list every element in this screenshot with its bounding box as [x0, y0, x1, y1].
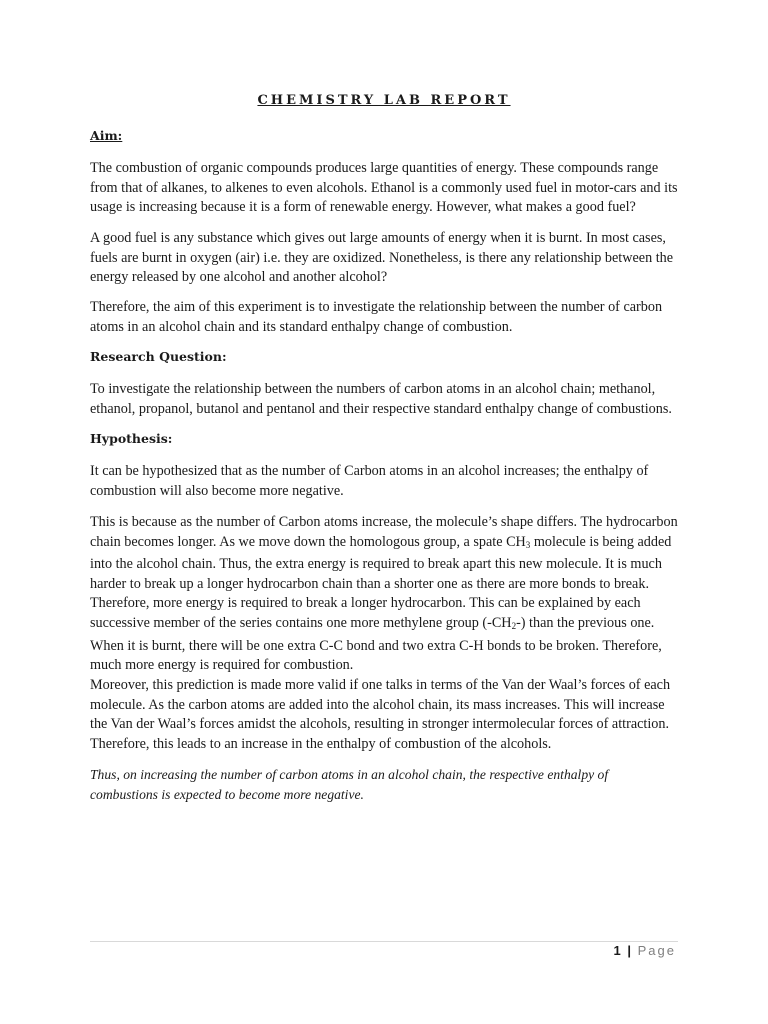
aim-paragraph-1: The combustion of organic compounds produces large quantities of energy. These compounds range from that of alkanes, to alkenes to even alcohols. Ethanol is a commonly used fuel in motor-cars and its usage is increasing because it is a form of renewable energy. However, what makes a good fuel?	[90, 160, 678, 216]
hypothesis-p2-part-3: -) than the previous one. When it is burnt, there will be one extra C-C bond and two extra C-H bonds to be broken. Therefore, much more energy is required for combustion.	[90, 614, 662, 674]
hypothesis-paragraph-3: Moreover, this prediction is made more valid if one talks in terms of the Van der Waal’s forces of each molecule. As the carbon atoms are added into the alcohol chain, its mass increases. This will increase the Van der Waal’s forces amidst the alcohols, resulting in stronger intermolecular forces of attraction. Therefore, this leads to an increase in the enthalpy of combustion of the alcohols.	[90, 677, 671, 752]
hypothesis-heading: Hypothesis:	[90, 431, 173, 446]
research-question-heading: Research Question:	[90, 349, 227, 364]
hypothesis-p2-part-1: This is because as the number of Carbon atoms increase, the molecule’s shape differs. The hydrocarbon chain becomes longer. As we move down the homologous group, a spate CH	[90, 514, 678, 550]
hypothesis-paragraph-2	[90, 513, 678, 676]
aim-heading: Aim:	[90, 128, 123, 143]
footer-separator: |	[627, 943, 631, 958]
footer-divider	[90, 941, 678, 942]
aim-paragraph-2: A good fuel is any substance which gives out large amounts of energy when it is burnt. In most cases, fuels are burnt in oxygen (air) i.e. they are oxidized. Nonetheless, is there any relationship between the energy released by one alcohol and another alcohol?	[90, 230, 674, 286]
hypothesis-conclusion: Thus, on increasing the number of carbon atoms in an alcohol chain, the respective enthalpy of combustions is expected to become more negative.	[90, 767, 609, 802]
document-title: CHEMISTRY LAB REPORT	[257, 93, 511, 108]
page-footer	[614, 943, 677, 958]
subscript-3: 3	[525, 539, 531, 550]
subscript-2: 2	[511, 620, 517, 631]
hypothesis-paragraph-1: It can be hypothesized that as the number of Carbon atoms in an alcohol increases; the enthalpy of combustion will also become more negative.	[90, 463, 649, 499]
page-number: 1	[613, 943, 621, 958]
aim-paragraph-3: Therefore, the aim of this experiment is to investigate the relationship between the number of carbon atoms in an alcohol chain and its standard enthalpy change of combustion.	[90, 299, 663, 335]
hypothesis-p2-part-2: molecule is being added into the alcohol chain. Thus, the extra energy is required to break apart this new molecule. It is much harder to break up a longer hydrocarbon chain than a shorter one as there are more bonds to break. Therefore, more energy is required to break a longer hydrocarbon. This can be explained by each successive member of the series contains one more methylene group (-CH	[90, 533, 672, 631]
research-question-paragraph: To investigate the relationship between the numbers of carbon atoms in an alcohol chain; methanol, ethanol, propanol, butanol and pentanol and their respective standard enthalpy change of combustions.	[90, 381, 672, 417]
page-label: Page	[637, 943, 676, 958]
